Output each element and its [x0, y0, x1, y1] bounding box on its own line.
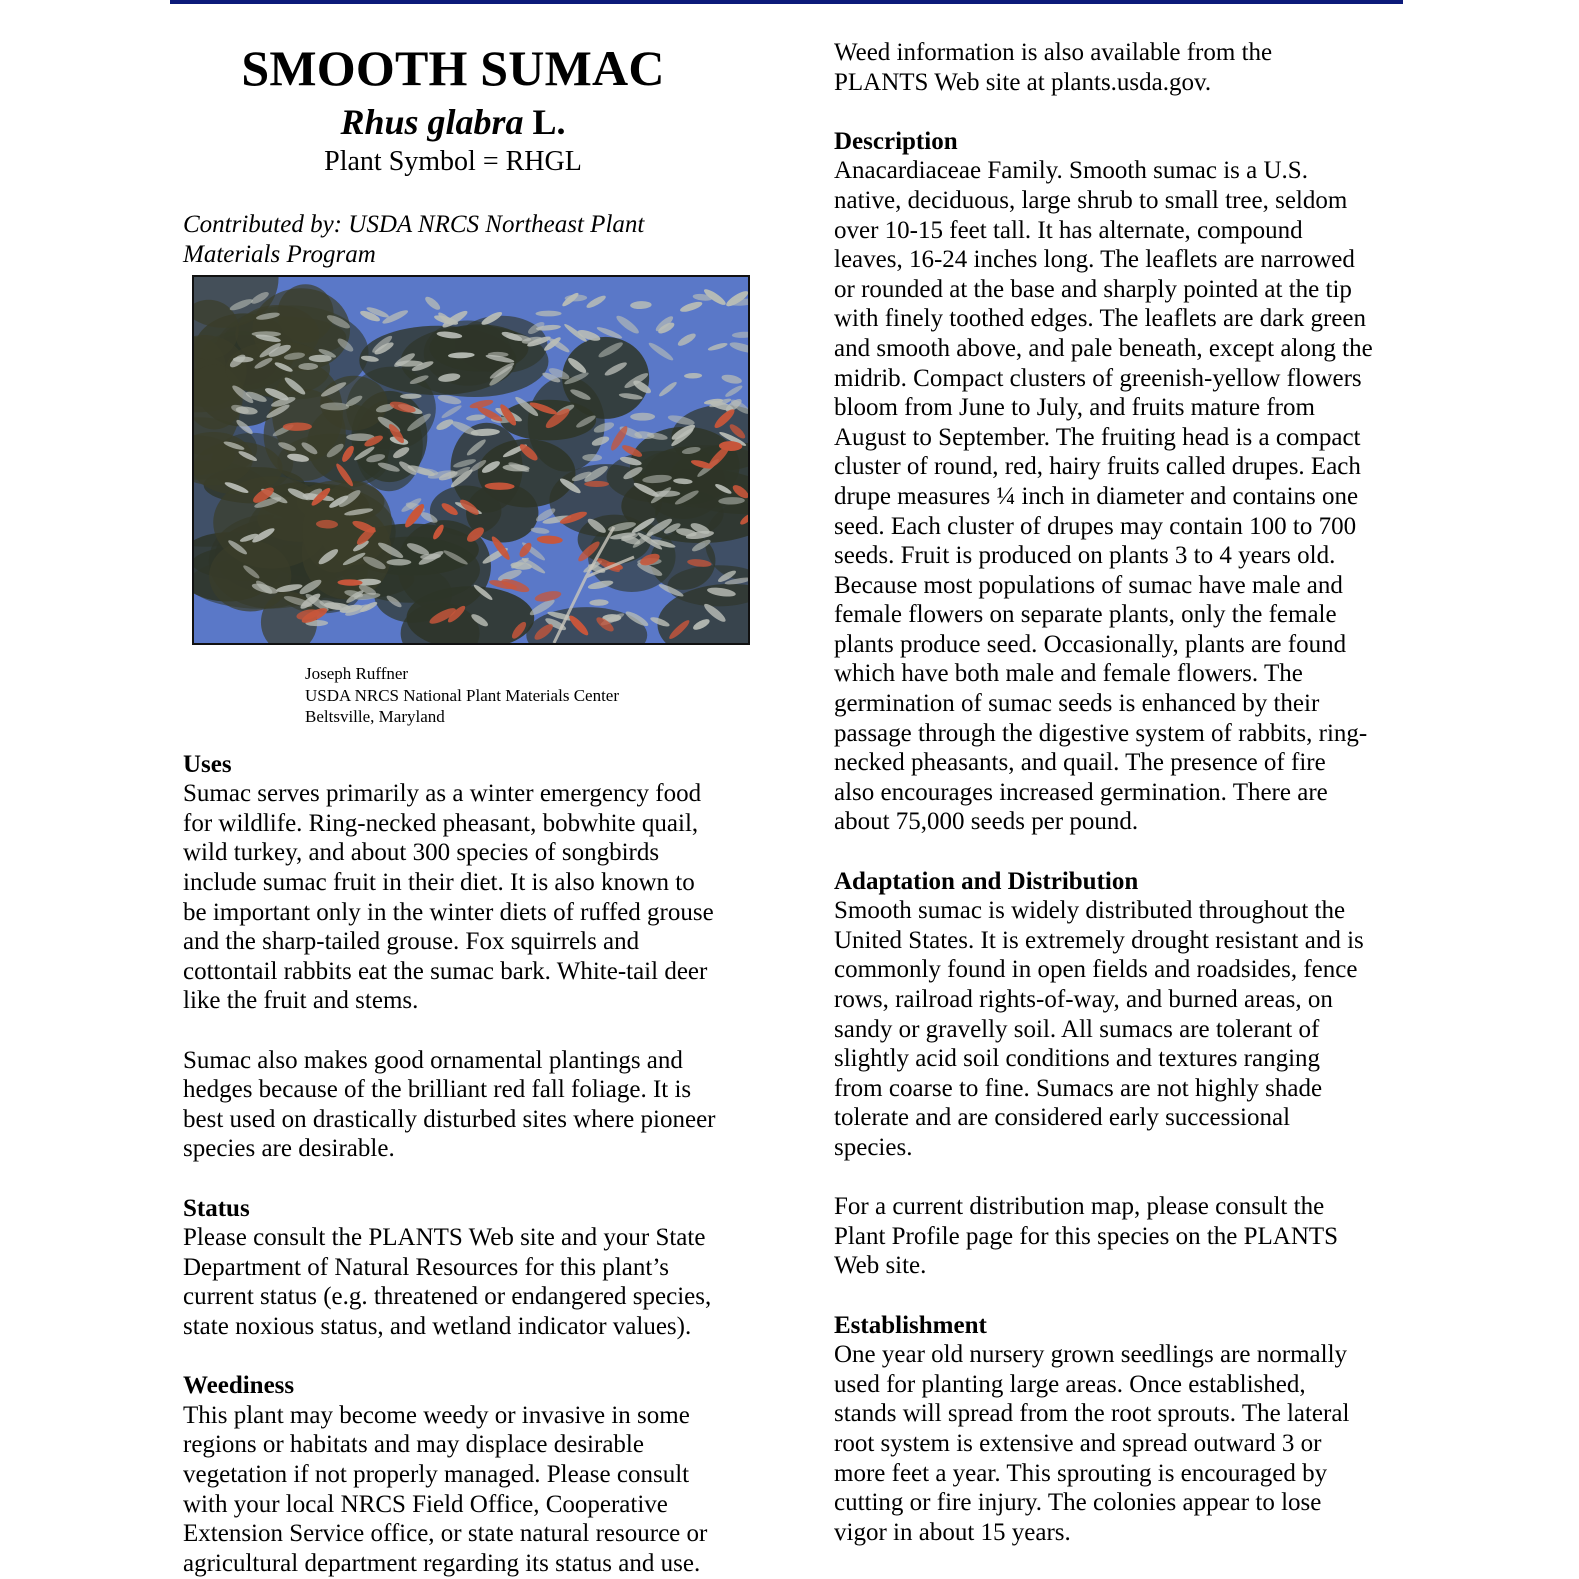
uses-paragraph-2: Sumac also makes good ornamental plantings and hedges because of the brilliant red fall foliage. It is best used on drastically disturbed sites where pioneer species are desirable. — [183, 1046, 716, 1163]
weediness-paragraph: This plant may become weedy or invasive in some regions or habitats and may displace desirable vegetation if not properly managed. Please consult with your local NRCS Field Office, Cooperative Extension Service office, or state natural resource or agricultural department regarding its status and use. — [183, 1401, 708, 1577]
status-heading: Status — [183, 1194, 250, 1222]
caption-location: Beltsville, Maryland — [305, 707, 445, 727]
adaptation-heading: Adaptation and Distribution — [834, 867, 1139, 895]
caption-photographer: Joseph Ruffner — [305, 664, 409, 684]
description-paragraph: Anacardiaceae Family. Smooth sumac is a U.S. native, deciduous, large shrub to small tree, seldom over 10-15 feet tall. It has alternate, compound leaves, 16-24 inches long. The leaflets are narrowed or rounded at the base and sharply pointed at the tip with finely toothed edges. The leaflets are dark green and smooth above, and pale beneath, except along the midrib. Compact clusters of greenish-yellow flowers bloom from June to July, and fruits mature from August to September. The fruiting head is a compact cluster of round, red, hairy fruits called drupes. Each drupe measures ¼ inch in diameter and contains one seed. Each cluster of drupes may contain 100 to 700 seeds. Fruit is produced on plants 3 to 4 years old. Because most populations of sumac have male and female flowers on separate plants, only the female plants produce seed. Occasionally, plants are found which have both male and female flowers. The germination of sumac seeds is enhanced by their passage through the digestive system of rabbits, ring- necked pheasants, and quail. The presence of fire also encourages increased germination. There are about 75,000 seeds per pound. — [834, 157, 1373, 836]
scientific-name — [173, 100, 733, 144]
plant-symbol: Plant Symbol = RHGL — [324, 146, 582, 177]
adaptation-paragraph-2: For a current distribution map, please consult the Plant Profile page for this species on the PLANTS Web site. — [834, 1193, 1339, 1280]
weediness-heading: Weediness — [183, 1372, 295, 1400]
adaptation-paragraph-1: Smooth sumac is widely distributed throughout the United States. It is extremely drought resistant and is commonly found in open fields and roadsides, fence rows, railroad rights-of-way, and burned areas, on sandy or gravelly soil. All sumacs are tolerant of slightly acid soil conditions and textures ranging from coarse to fine. Sumacs are not highly shade tolerate and are considered early successional species. — [834, 897, 1364, 1161]
uses-heading: Uses — [183, 750, 232, 778]
paragraph-spacer — [834, 1281, 1404, 1311]
paragraph-spacer — [834, 1163, 1404, 1193]
page-title: SMOOTH SUMAC — [241, 40, 665, 96]
caption-organization: USDA NRCS National Plant Materials Center — [305, 685, 620, 705]
top-rule — [170, 0, 1403, 4]
scientific-genus-species: Rhus glabra — [340, 102, 524, 142]
right-column — [834, 38, 1404, 1547]
title-block — [173, 36, 733, 180]
paragraph-spacer — [183, 1342, 743, 1372]
sumac-photo-image — [194, 277, 748, 643]
left-column — [183, 36, 743, 1578]
status-paragraph: Please consult the PLANTS Web site and your State Department of Natural Resources for this plant’s current status (e.g. threatened or endangered species, state noxious status, and wetland indicator values). — [183, 1224, 712, 1340]
scientific-author: L. — [523, 102, 566, 142]
description-heading: Description — [834, 127, 958, 155]
photo-foliage — [209, 541, 291, 612]
paragraph-spacer — [183, 1164, 743, 1194]
paragraph-spacer — [834, 97, 1404, 127]
photo-leaflet — [386, 559, 411, 565]
weed-info-paragraph: Weed information is also available from the PLANTS Web site at plants.usda.gov. — [834, 39, 1273, 96]
sumac-photo — [192, 275, 750, 645]
paragraph-spacer — [834, 837, 1404, 867]
photo-caption — [305, 663, 743, 728]
uses-paragraph-1: Sumac serves primarily as a winter emergency food for wildlife. Ring-necked pheasant, bobwhite quail, wild turkey, and about 300 species of songbirds include sumac fruit in their diet. It is also known to be important only in the winter diets of ruffed grouse and the sharp-tailed grouse. Fox squirrels and cottontail rabbits eat the sumac bark. White-tail deer like the fruit and stems. — [183, 780, 714, 1015]
photo-leaflet — [233, 357, 254, 363]
establishment-heading: Establishment — [834, 1311, 987, 1339]
establishment-paragraph: One year old nursery grown seedlings are normally used for planting large areas. Once established, stands will spread from the root sprouts. The lateral root system is extensive and spread outward 3 or more feet a year. This sprouting is encouraged by cutting or fire injury. The colonies appear to lose vigor in about 15 years. — [834, 1341, 1350, 1546]
contributed-by: Contributed by: USDA NRCS Northeast Plant Materials Program — [183, 211, 645, 268]
paragraph-spacer — [183, 1016, 743, 1046]
